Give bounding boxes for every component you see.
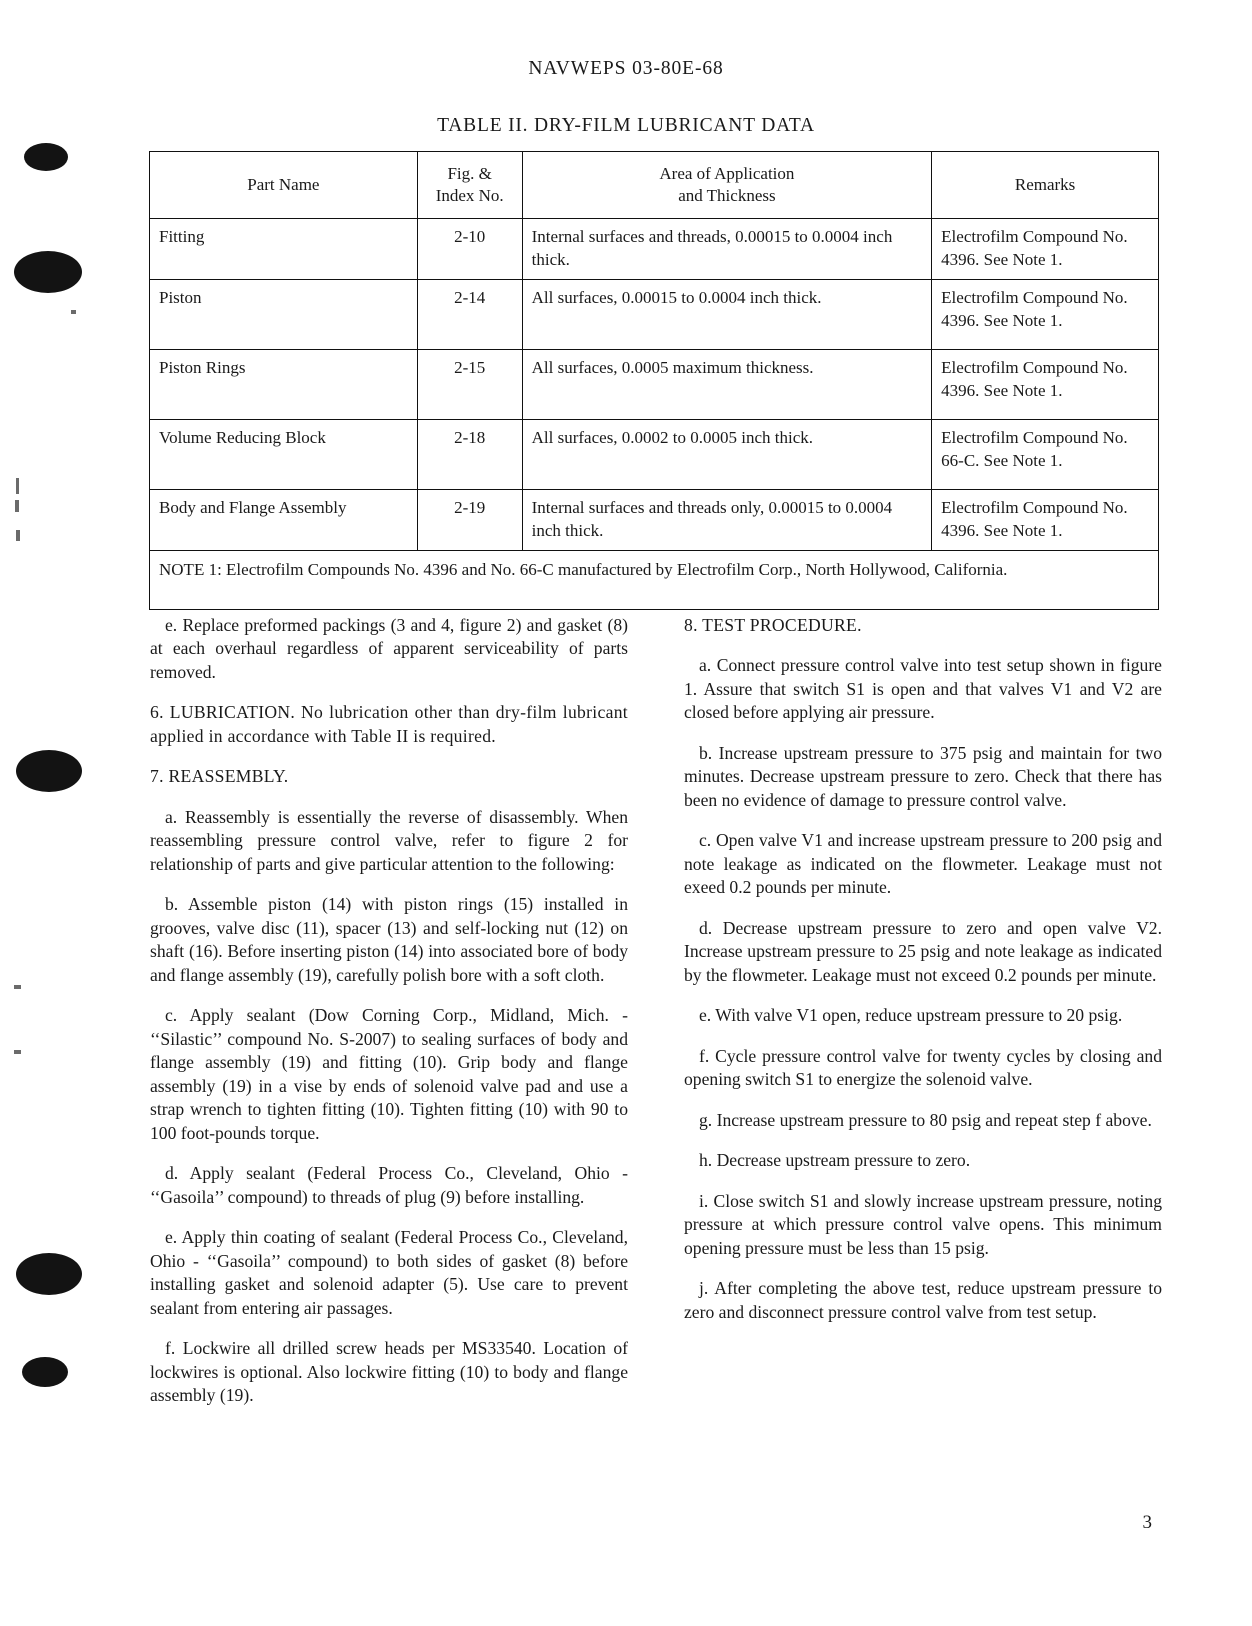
paragraph-7a: a. Reassembly is essentially the reverse of disassembly. When reassembling pressure control valve, refer to figure 2 for relationship of parts and give particular attention to the following: (150, 806, 628, 874)
section-8-test-procedure-heading: 8. TEST PROCEDURE. (684, 615, 862, 635)
scan-artifact-speck (15, 500, 19, 512)
paragraph-8b: b. Increase upstream pressure to 375 psig and maintain for two minutes. Decrease upstream pressure to zero. Check that there has been no evidence of damage to pressure control valve. (684, 742, 1162, 810)
cell-remarks: Electrofilm Compound No. 4396. See Note 1. (932, 280, 1159, 350)
table-row (150, 219, 1159, 280)
paragraph-8j: j. After completing the above test, reduce upstream pressure to zero and disconnect pressure control valve from test setup. (684, 1278, 1162, 1322)
cell-remarks: Electrofilm Compound No. 4396. See Note 1. (932, 350, 1159, 420)
scan-artifact-punch-hole (24, 143, 68, 171)
paragraph-8h: h. Decrease upstream pressure to zero. (699, 1150, 971, 1171)
scan-artifact-punch-hole (22, 1357, 68, 1387)
cell-remarks: Electrofilm Compound No. 4396. See Note 1. (932, 219, 1159, 280)
column-header-part-name: Part Name (150, 152, 418, 219)
cell-part-name: Body and Flange Assembly (150, 490, 418, 551)
scan-artifact-speck (16, 530, 20, 541)
paragraph-8f: f. Cycle pressure control valve for twenty cycles by closing and opening switch S1 to energize the solenoid valve. (684, 1045, 1162, 1090)
cell-area: Internal surfaces and threads only, 0.00015 to 0.0004 inch thick. (522, 490, 932, 551)
document-number: NAVWEPS 03-80E-68 (528, 58, 724, 79)
paragraph-8c: c. Open valve V1 and increase upstream pressure to 200 psig and note leakage as indicated on the flowmeter. Leakage must not exeed 0.2 pounds per minute. (684, 830, 1162, 898)
paragraph-7b: b. Assemble piston (14) with piston rings (15) installed in grooves, valve disc (11), spacer (13) and self-locking nut (12) on shaft (16). Before inserting piston (14) into associated bore of body and flange assembly (19), carefully polish bore with a soft cloth. (150, 894, 628, 985)
paragraph-7d: d. Apply sealant (Federal Process Co., Cleveland, Ohio - ‘‘Gasoila’’ compound) to threads of plug (9) before installing. (150, 1163, 628, 1207)
table-row (150, 490, 1159, 551)
table-header-row (150, 152, 1159, 219)
paragraph-8i: i. Close switch S1 and slowly increase upstream pressure, noting pressure at which pressure control valve opens. This minimum opening pressure must be less than 15 psig. (684, 1190, 1162, 1258)
table-footnote-label: NOTE 1: (159, 559, 222, 579)
cell-remarks: Electrofilm Compound No. 4396. See Note 1. (932, 490, 1159, 551)
table-footnote (150, 550, 1159, 609)
scan-artifact-punch-hole (16, 750, 82, 792)
table-row (150, 350, 1159, 420)
column-header-area-line1: Area of Application (659, 164, 795, 183)
cell-fig-index: 2-15 (417, 350, 522, 420)
table-caption: TABLE II. DRY-FILM LUBRICANT DATA (437, 115, 815, 136)
table-note-row (150, 550, 1159, 609)
paragraph-8g: g. Increase upstream pressure to 80 psig and repeat step f above. (699, 1109, 1152, 1130)
table-footnote-body: Electrofilm Compounds No. 4396 and No. 66-C manufactured by Electrofilm Corp., North Hollywood, California. (226, 559, 1008, 579)
dry-film-lubricant-table-container (149, 151, 1159, 610)
dry-film-lubricant-table (149, 151, 1159, 610)
column-header-area-line2: and Thickness (678, 186, 776, 206)
paragraph-8a: a. Connect pressure control valve into test setup shown in figure 1. Assure that switch S1 is open and that valves V1 and V2 are closed before applying air pressure. (684, 655, 1162, 723)
scan-artifact-speck (16, 478, 19, 494)
cell-part-name: Fitting (150, 219, 418, 280)
column-header-fig-index (417, 152, 522, 219)
cell-part-name: Piston Rings (150, 350, 418, 420)
cell-part-name: Piston (150, 280, 418, 350)
cell-area: All surfaces, 0.00015 to 0.0004 inch thick. (522, 280, 932, 350)
cell-fig-index: 2-14 (417, 280, 522, 350)
column-header-fig-index-line1: Fig. & (447, 164, 492, 183)
page-number: 3 (1142, 1512, 1152, 1533)
scan-artifact-punch-hole (16, 1253, 82, 1295)
paragraph-7c: c. Apply sealant (Dow Corning Corp., Midland, Mich. - ‘‘Silastic’’ compound No. S-2007) to sealing surfaces of body and flange assembly (19) and fitting (10). Grip body and flange assembly (19) in a vise by ends of solenoid valve pad and use a strap wrench to tighten fitting (10). Tighten fitting (10) with 90 to 100 foot-pounds torque. (150, 1005, 628, 1143)
cell-area: All surfaces, 0.0005 maximum thickness. (522, 350, 932, 420)
scan-artifact-punch-hole (14, 251, 82, 293)
body-columns (150, 614, 1162, 1494)
cell-remarks: Electrofilm Compound No. 66-C. See Note 1. (932, 420, 1159, 490)
section-7-reassembly-heading: 7. REASSEMBLY. (150, 766, 289, 787)
paragraph-8e: e. With valve V1 open, reduce upstream pressure to 20 psig. (699, 1005, 1123, 1026)
right-text-column (684, 614, 1162, 1324)
scan-artifact-speck (14, 1050, 21, 1054)
table-row (150, 280, 1159, 350)
paragraph-7e: e. Apply thin coating of sealant (Federal Process Co., Cleveland, Ohio - ‘‘Gasoila’’ compound) to both sides of gasket (8) before installing gasket and solenoid adapter (5). Use care to prevent sealant from entering air passages. (150, 1227, 628, 1318)
cell-fig-index: 2-10 (417, 219, 522, 280)
cell-part-name: Volume Reducing Block (150, 420, 418, 490)
table-header (150, 152, 1159, 219)
paragraph-8d: d. Decrease upstream pressure to zero and open valve V2. Increase upstream pressure to 25 psig and note leakage as indicated by the flowmeter. Leakage must not exceed 0.2 pounds per minute. (684, 917, 1162, 985)
table-footnote-text (159, 558, 1149, 581)
section-6-lubrication: 6. LUBRICATION. No lubrication other than dry-film lubricant applied in accordance with Table II is required. (150, 702, 628, 746)
column-header-area-of-application (522, 152, 932, 219)
cell-area: All surfaces, 0.0002 to 0.0005 inch thick. (522, 420, 932, 490)
scan-artifact-speck (14, 985, 21, 989)
cell-area: Internal surfaces and threads, 0.00015 to 0.0004 inch thick. (522, 219, 932, 280)
paragraph-7f: f. Lockwire all drilled screw heads per MS33540. Location of lockwires is optional. Also lockwire fitting (10) to body and flange assembly (19). (150, 1338, 628, 1406)
scan-artifact-speck (71, 310, 76, 314)
column-header-remarks: Remarks (932, 152, 1159, 219)
paragraph-replace-packings: e. Replace preformed packings (3 and 4, figure 2) and gasket (8) at each overhaul regardless of apparent serviceability of parts removed. (150, 615, 628, 682)
left-text-column (150, 614, 628, 1408)
table-body (150, 219, 1159, 610)
cell-fig-index: 2-19 (417, 490, 522, 551)
column-header-fig-index-line2: Index No. (435, 186, 504, 206)
cell-fig-index: 2-18 (417, 420, 522, 490)
table-row (150, 420, 1159, 490)
